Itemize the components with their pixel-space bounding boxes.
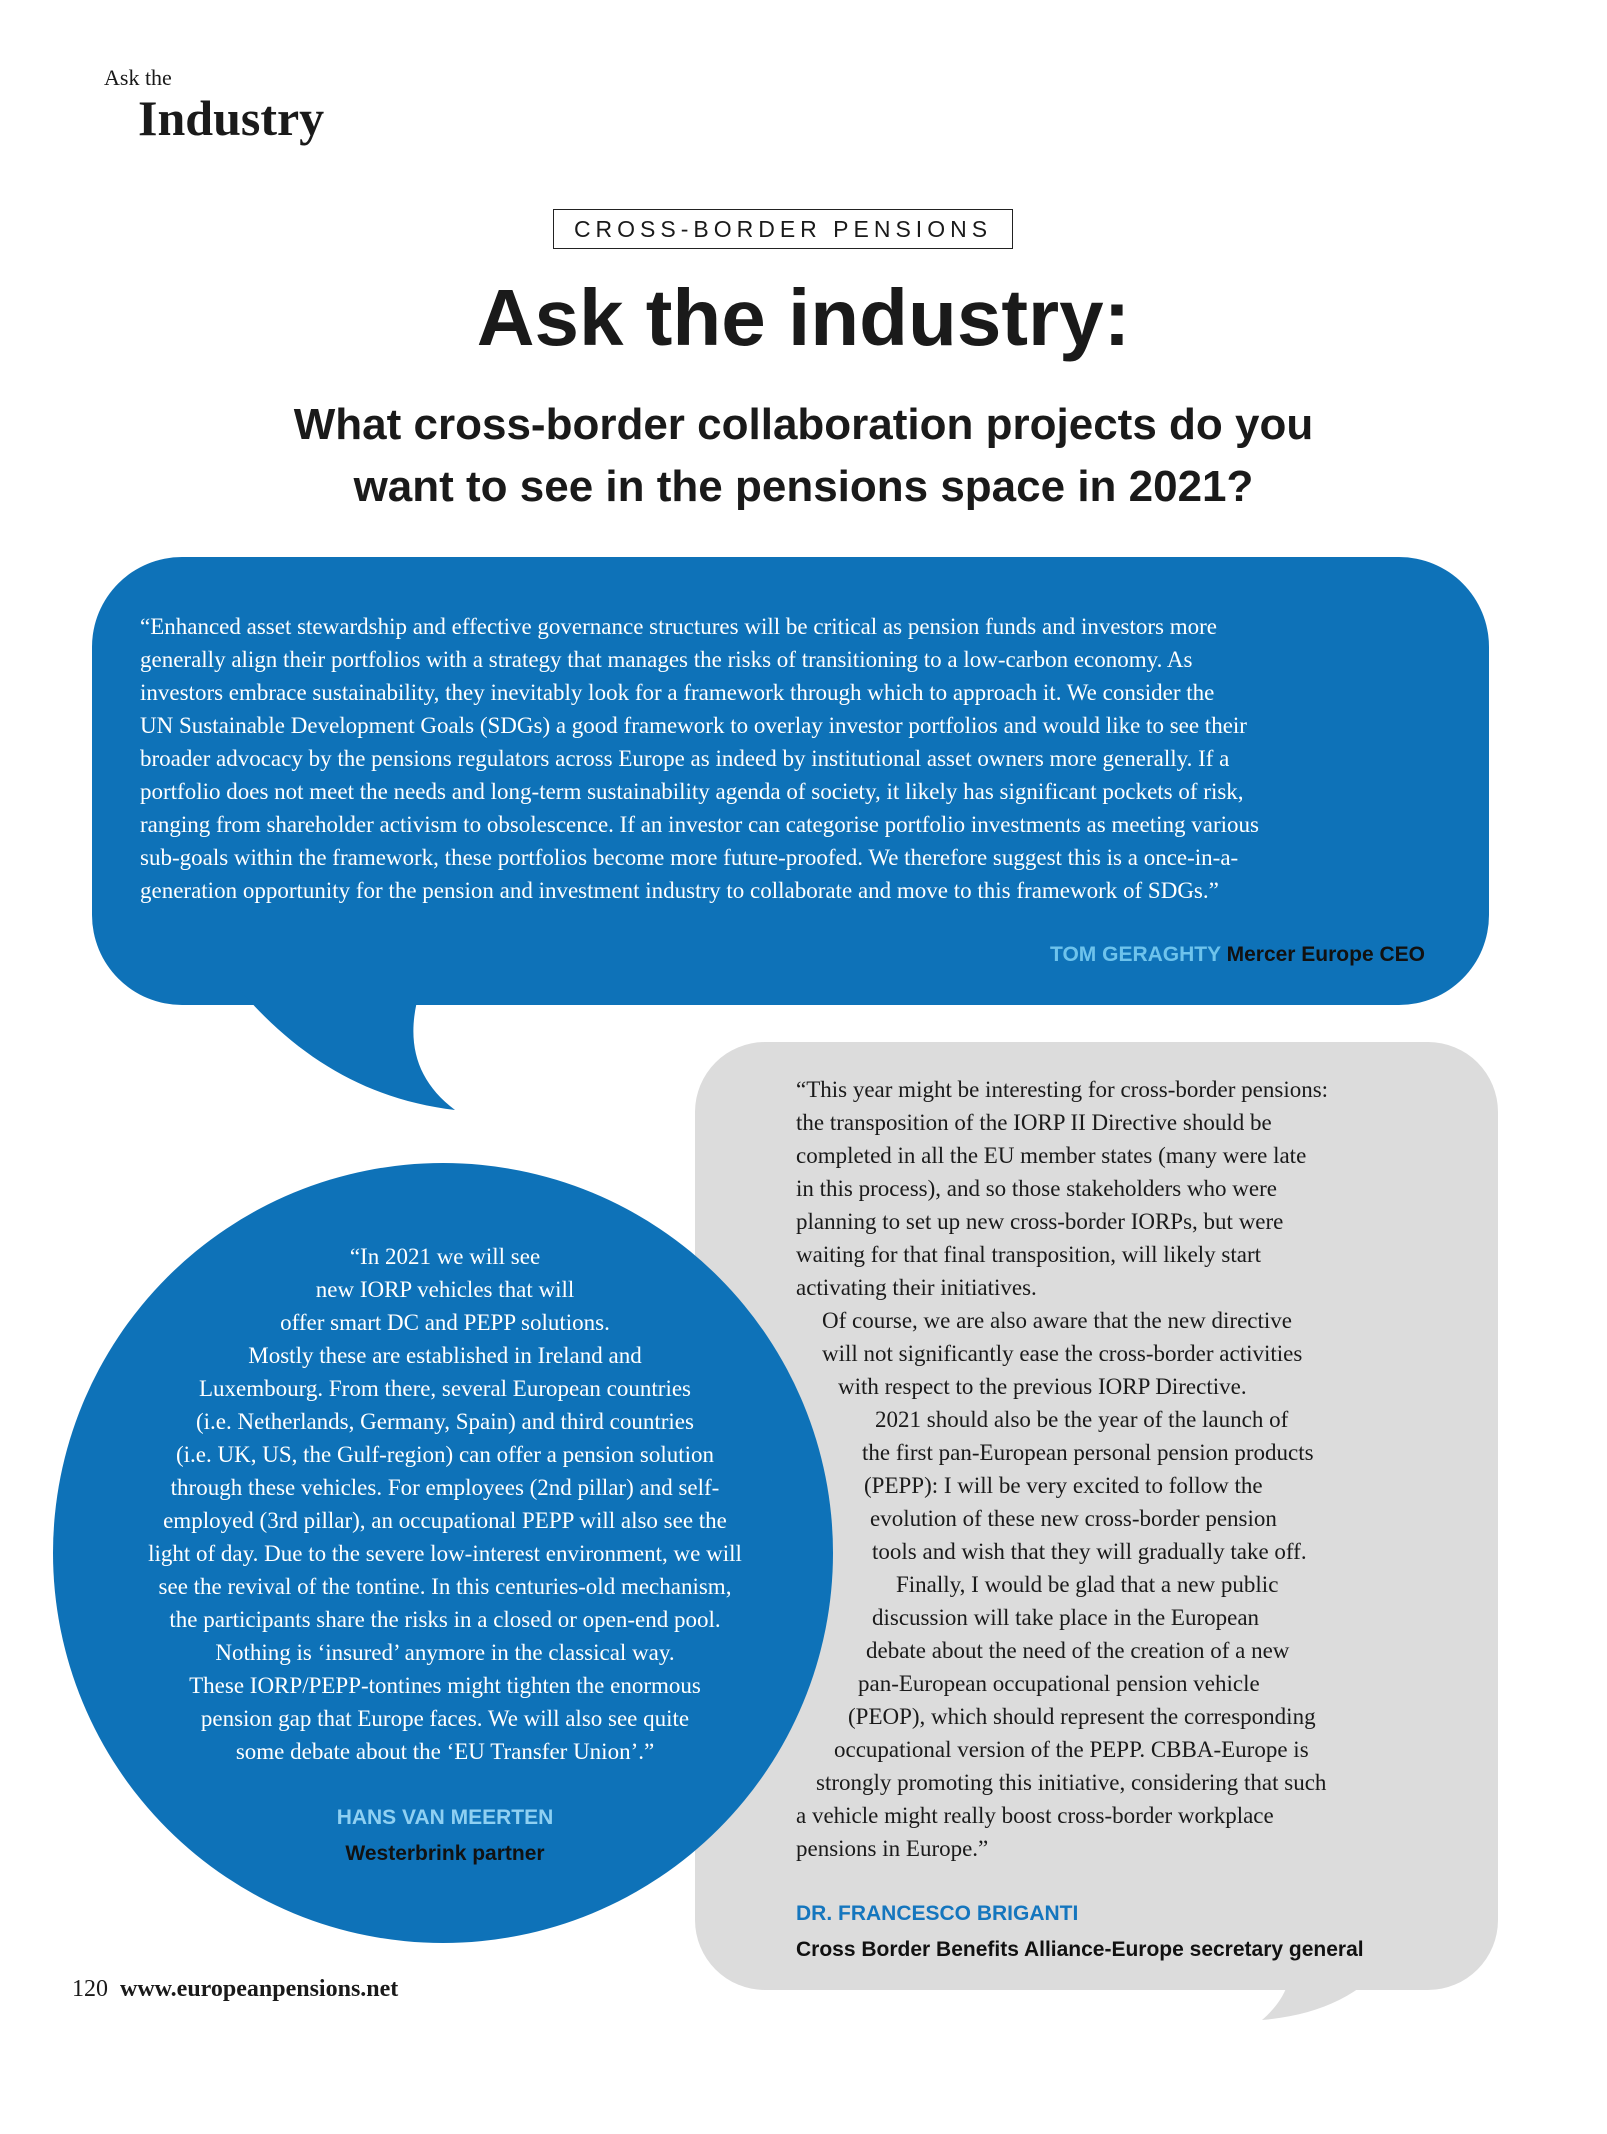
speaker-name: TOM GERAGHTY [1050,943,1221,966]
speaker-name: HANS VAN MEERTEN [336,1806,554,1829]
attribution-geraghty [760,943,1425,967]
quote-line: Mostly these are established in Ireland and [248,1343,642,1368]
blue-bubble-tail [240,990,455,1110]
category-tag: CROSS-BORDER PENSIONS [553,209,1013,249]
quote-line: Luxembourg. From there, several European countries [198,1376,691,1401]
quote-line: discussion will take place in the European [872,1605,1260,1630]
quote-line: tools and wish that they will gradually take off. [872,1539,1307,1564]
quote-line: “In 2021 we will see [349,1244,541,1269]
quote-line: activating their initiatives. [796,1275,1037,1300]
quote-line: broader advocacy by the pensions regulators across Europe as indeed by institutional asset owners more generally. If a [140,746,1230,771]
quote-van-meerten [95,1240,795,1768]
quote-line: the transposition of the IORP II Directive should be [796,1110,1272,1135]
quote-line: evolution of these new cross-border pension [870,1506,1277,1531]
quote-line: These IORP/PEPP-tontines might tighten the enormous [189,1673,701,1698]
quote-line: Nothing is ‘insured’ anymore in the classical way. [215,1640,675,1665]
subheadline [100,394,1507,518]
quote-line: Of course, we are also aware that the new directive [822,1308,1292,1333]
quote-line: with respect to the previous IORP Directive. [838,1374,1247,1399]
speaker-role: Westerbrink partner [345,1842,545,1865]
quote-line: (i.e. UK, US, the Gulf-region) can offer a pension solution [175,1442,715,1467]
website-link[interactable]: www.europeanpensions.net [120,1976,399,2002]
page-number: 120 [72,1976,108,2002]
quote-line: sub-goals within the framework, these portfolios become more future-proofed. We therefore suggest this is a once-in-a- [140,845,1239,870]
quote-line: planning to set up new cross-border IORPs, but were [796,1209,1284,1234]
quote-line: completed in all the EU member states (many were late [796,1143,1307,1168]
quote-geraghty [140,610,1440,907]
quote-line: occupational version of the PEPP. CBBA-Europe is [834,1737,1309,1762]
quote-line: UN Sustainable Development Goals (SDGs) a good framework to overlay investor portfolios and would like to see their [140,713,1247,738]
quote-line: pensions in Europe.” [796,1836,989,1861]
speaker-role: Mercer Europe CEO [1226,943,1425,966]
quote-line: new IORP vehicles that will [315,1277,575,1302]
quote-line: (i.e. Netherlands, Germany, Spain) and third countries [196,1409,694,1434]
quote-line: pension gap that Europe faces. We will also see quite [200,1706,690,1731]
quote-line: some debate about the ‘EU Transfer Union’.” [235,1739,655,1764]
quote-line: (PEPP): I will be very excited to follow the [864,1473,1263,1498]
quote-line: investors embrace sustainability, they inevitably look for a framework through which to approach it. We consider the [140,680,1215,705]
quote-line: through these vehicles. For employees (2nd pillar) and self- [170,1475,720,1500]
quote-line: generally align their portfolios with a strategy that manages the risks of transitioning to a low-carbon economy. As [140,647,1193,672]
quote-line: light of day. Due to the severe low-interest environment, we will [148,1541,742,1566]
speaker-name: DR. FRANCESCO BRIGANTI [796,1902,1079,1925]
headline: Ask the industry: [476,273,1131,362]
quote-line: “This year might be interesting for cross-border pensions: [796,1077,1329,1102]
page-footer [72,1976,398,2003]
quote-line: will not significantly ease the cross-border activities [822,1341,1303,1366]
quote-line: ranging from shareholder activism to obsolescence. If an investor can categorise portfolio investments as meeting various [140,812,1259,837]
subheadline-line: want to see in the pensions space in 2021? [353,462,1254,511]
quote-line: pan-European occupational pension vehicle [858,1671,1260,1696]
speaker-role: Cross Border Benefits Alliance-Europe secretary general [796,1938,1364,1961]
quote-line: debate about the need of the creation of a new [866,1638,1290,1663]
quote-line: a vehicle might really boost cross-border workplace [796,1803,1274,1828]
quote-line: see the revival of the tontine. In this centuries-old mechanism, [158,1574,732,1599]
quote-line: “Enhanced asset stewardship and effective governance structures will be critical as pension funds and investors more [140,614,1218,639]
quote-line: the participants share the risks in a closed or open-end pool. [169,1607,721,1632]
quote-line: the first pan-European personal pension products [862,1440,1314,1465]
quote-line: (PEOP), which should represent the corresponding [848,1704,1316,1729]
quote-line: in this process), and so those stakeholders who were [796,1176,1277,1201]
section-label-small: Ask the [104,65,172,90]
quote-line: employed (3rd pillar), an occupational PEPP will also see the [163,1508,727,1533]
attribution-briganti [796,1896,1364,1968]
quote-line: Finally, I would be glad that a new public [896,1572,1279,1597]
quote-line: offer smart DC and PEPP solutions. [280,1310,610,1335]
quote-line: waiting for that final transposition, will likely start [796,1242,1262,1267]
attribution-van-meerten [95,1800,795,1872]
quote-line: 2021 should also be the year of the launch of [875,1407,1289,1432]
quote-line: generation opportunity for the pension and investment industry to collaborate and move to this framework of SDGs.” [140,878,1219,903]
subheadline-line: What cross-border collaboration projects do you [293,400,1314,449]
quote-line: strongly promoting this initiative, considering that such [816,1770,1327,1795]
section-label-large: Industry [138,90,325,146]
quote-line: portfolio does not meet the needs and long-term sustainability agenda of society, it likely has significant pockets of risk, [140,779,1244,804]
